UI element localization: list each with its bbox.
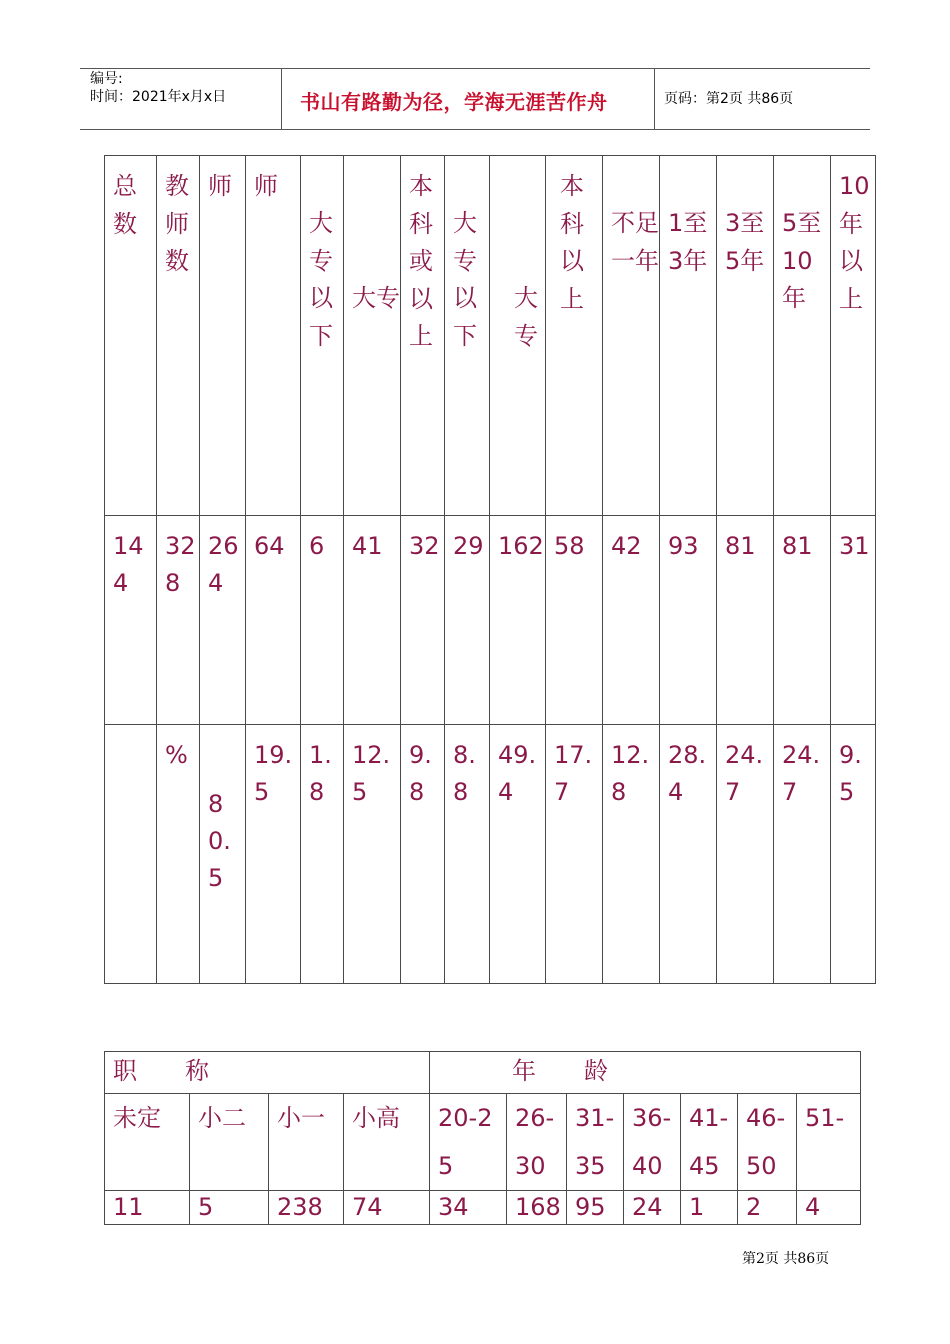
value-cell: 5: [190, 1191, 269, 1225]
subheader-cell: 51-: [797, 1094, 861, 1191]
header-cell: 大专: [490, 156, 546, 516]
doc-code-label: 编号:: [90, 71, 123, 87]
percent-cell: [105, 725, 157, 984]
value-cell: 238: [269, 1191, 344, 1225]
count-cell: 144: [105, 516, 157, 725]
header-cell: 教师数: [157, 156, 200, 516]
count-cell: 81: [717, 516, 774, 725]
age-group-header: 年 龄: [430, 1052, 861, 1094]
header-cell: 10年以上: [831, 156, 876, 516]
header-cell: 师: [246, 156, 301, 516]
header-cell: 大专: [344, 156, 401, 516]
count-row: [105, 516, 876, 725]
value-cell: 2: [738, 1191, 797, 1225]
percent-cell: 8.8: [445, 725, 490, 984]
footer-page-label: 第2页 共86页: [742, 1251, 830, 1267]
header-divider: [281, 68, 282, 129]
value-cell: 34: [430, 1191, 507, 1225]
percent-row: [105, 725, 876, 984]
header-cell: 5至10年: [774, 156, 831, 516]
value-cell: 1: [681, 1191, 738, 1225]
count-cell: 81: [774, 516, 831, 725]
subheader-cell: 小高: [344, 1094, 430, 1191]
percent-cell: 49.4: [490, 725, 546, 984]
header-motto: 书山有路勤为径，学海无涯苦作舟: [300, 90, 608, 114]
count-cell: 264: [200, 516, 246, 725]
doc-time-label: 时间：2021年x月x日: [90, 89, 227, 105]
count-cell: 328: [157, 516, 200, 725]
percent-cell: 12.5: [344, 725, 401, 984]
subheader-cell: 26-30: [507, 1094, 567, 1191]
header-cell: 总数: [105, 156, 157, 516]
count-cell: 162: [490, 516, 546, 725]
percent-cell: 9.5: [831, 725, 876, 984]
percent-cell: 12.8: [603, 725, 660, 984]
count-cell: 58: [546, 516, 603, 725]
value-cell: 11: [105, 1191, 190, 1225]
count-cell: 32: [401, 516, 445, 725]
teacher-stats-table: [104, 155, 876, 984]
count-cell: 42: [603, 516, 660, 725]
title-age-table: [104, 1051, 861, 1225]
subheader-cell: 20-25: [430, 1094, 507, 1191]
subheader-cell: 36-40: [624, 1094, 681, 1191]
header-cell: 3至5年: [717, 156, 774, 516]
header-bottom-rule: [80, 129, 870, 130]
header-cell: 大专以下: [301, 156, 344, 516]
percent-cell: 19.5: [246, 725, 301, 984]
value-cell: 95: [567, 1191, 624, 1225]
header-row: [105, 156, 876, 516]
percent-cell: 28.4: [660, 725, 717, 984]
count-cell: 64: [246, 516, 301, 725]
value-cell: 24: [624, 1191, 681, 1225]
subheader-cell: 31-35: [567, 1094, 624, 1191]
group-title-row: [105, 1052, 861, 1094]
count-cell: 31: [831, 516, 876, 725]
percent-cell: 24.7: [774, 725, 831, 984]
value-cell: 4: [797, 1191, 861, 1225]
value-cell: 74: [344, 1191, 430, 1225]
header-cell: 1至3年: [660, 156, 717, 516]
value-row: [105, 1191, 861, 1225]
value-cell: 168: [507, 1191, 567, 1225]
percent-cell: %: [157, 725, 200, 984]
subheader-cell: 未定: [105, 1094, 190, 1191]
header-cell: 本科以上: [546, 156, 603, 516]
header-cell: 师: [200, 156, 246, 516]
subheader-cell: 小一: [269, 1094, 344, 1191]
header-cell: 不足一年: [603, 156, 660, 516]
header-divider: [654, 68, 655, 129]
header-cell: 大专以下: [445, 156, 490, 516]
subheader-cell: 小二: [190, 1094, 269, 1191]
count-cell: 93: [660, 516, 717, 725]
count-cell: 29: [445, 516, 490, 725]
percent-cell: 24.7: [717, 725, 774, 984]
subheader-cell: 41-45: [681, 1094, 738, 1191]
percent-cell: 9.8: [401, 725, 445, 984]
count-cell: 41: [344, 516, 401, 725]
percent-cell: 1.8: [301, 725, 344, 984]
subheader-row: [105, 1094, 861, 1191]
header-top-rule: [80, 68, 870, 69]
header-page-label: 页码：第2页 共86页: [664, 91, 794, 107]
percent-cell: 17.7: [546, 725, 603, 984]
percent-cell: 80.5: [200, 725, 246, 984]
count-cell: 6: [301, 516, 344, 725]
subheader-cell: 46-50: [738, 1094, 797, 1191]
header-cell: 本科或以上: [401, 156, 445, 516]
title-group-header: 职 称: [105, 1052, 430, 1094]
